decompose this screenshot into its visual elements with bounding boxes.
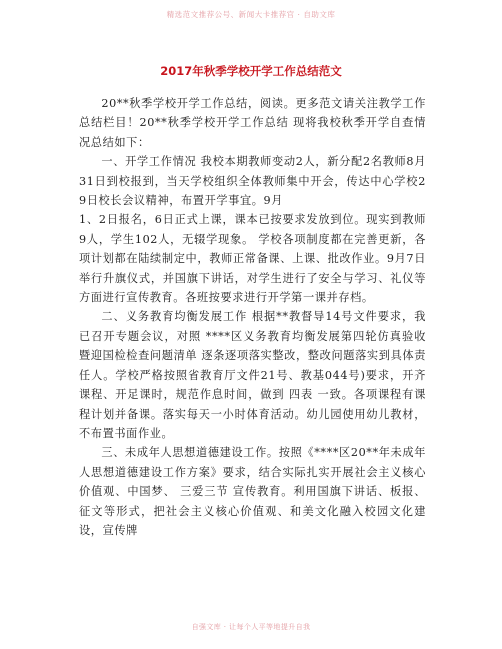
header-note: 精选范文推荐公号、新闻大卡推荐官 · 自助文库 (166, 10, 336, 19)
paragraph-intro: 20**秋季学校开学工作总结，阅读。更多范文请关注教学工作总结栏目！20**秋季学校开学工作总结 现将我校秋季开学自查情况总结如下： (79, 97, 426, 149)
document-title: 2017年秋季学校开学工作总结范文 (160, 64, 342, 78)
paragraph-opening-status: 一、开学工作情况 我校本期教师变动2人，新分配2名教师8月31日到校报到，当天学校组织全体教师集中开会，传达中心学校29日校长会议精神，布置开学事宜。9月 (79, 155, 426, 208)
footer-note: 自强文库 · 让每个人平等地提升自我 (191, 623, 311, 631)
document-body (79, 94, 426, 540)
paragraph-registration: 1、2日报名，6日正式上课，课本已按要求发放到位。现实到教师9人，学生102人，无辍学现象。 学校各项制度都在完善更新，各项计划都在陆续制定中，教师正常备课、上课、批改作业。9月7日举行升旗仪式，并国旗下讲话，对学生进行了安全与学习、礼仪等方面进行宣传教育。各班按要求进行开学第一课并存档。 (79, 213, 426, 305)
paragraph-moral-education: 三、未成年人思想道德建设工作。按照《****区20**年未成年人思想道德建设工作方案》要求，结合实际扎实开展社会主义核心价值观、中国梦、 三爱三节 宣传教育。利用国旗下讲话、板报、征文等形式，把社会主义核心价值观、和美文化融入校园文化建设，宣传牌 (79, 446, 426, 537)
paragraph-balanced-development: 二、义务教育均衡发展工作 根据**教督导14号文件要求，我已召开专题会议，对照 ****区义务教育均衡发展第四轮仿真验收暨迎国检检查问题清单 逐条逐项落实整改，整改问题落实到具体责任人。学校严格按照省教育厅文件21号、教基044号)要求，开齐课程、开足课时，规范作息时间，做到 四表 一致。各项课程有课程计划并备课。落实每天一小时体育活动。幼儿园使用幼儿教材，不布置书面作业。 (79, 310, 426, 440)
